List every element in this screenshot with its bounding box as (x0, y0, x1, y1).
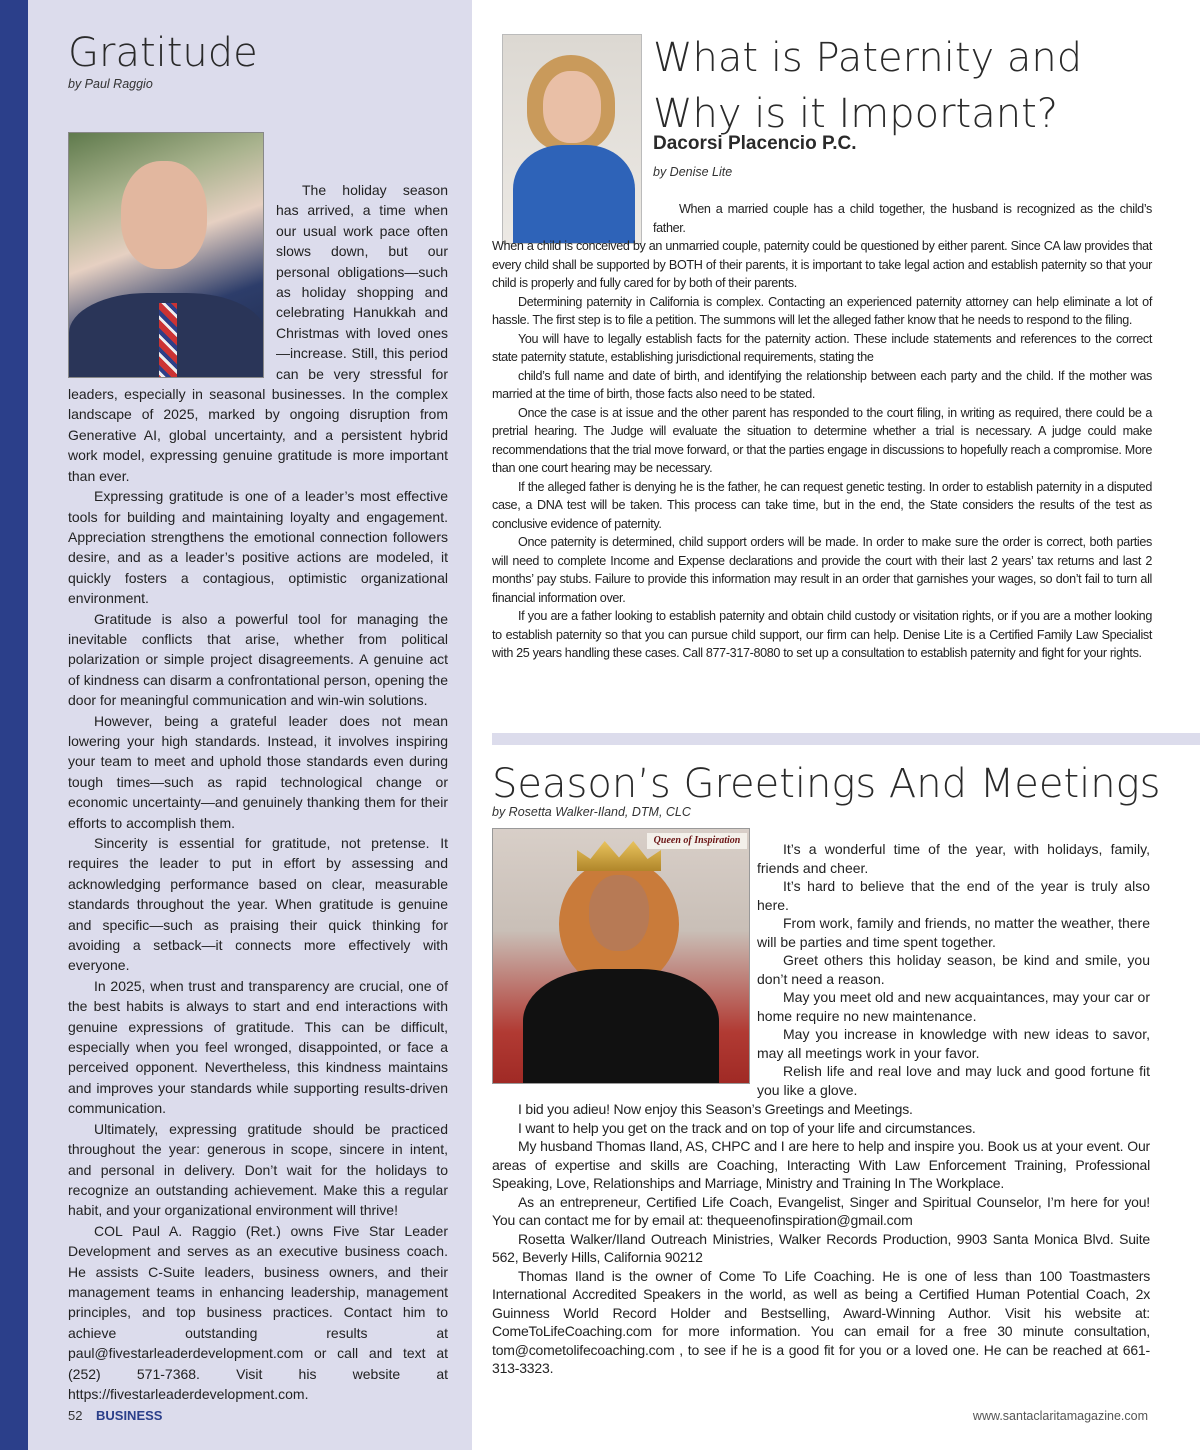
edge-bar (0, 0, 28, 1450)
body-paragraph: I bid you adieu! Now enjoy this Season’s Greetings and Meetings. (518, 1101, 913, 1117)
page-number: 52 (68, 1408, 83, 1423)
portrait-face (121, 161, 207, 269)
body-paragraph: If the alleged father is denying he is the father, he can request genetic testing. In order to establish paternity in a disputed case, a DNA test will be taken. This process can take time, but in the end, the State considers the results of the test as conclusive evidence of paternity. (492, 479, 1152, 531)
website-link[interactable]: www.santaclaritamagazine.com (972, 1409, 1148, 1423)
author-photo-image (492, 828, 750, 1084)
body-paragraph: It’s a wonderful time of the year, with holidays, family, friends and cheer. (757, 841, 1150, 876)
gratitude-byline: by Paul Raggio (68, 77, 153, 91)
section-label: BUSINESS (96, 1408, 163, 1423)
photo-dress (523, 969, 719, 1084)
body-paragraph: When a married couple has a child together, the husband is recognized as the child’s father. (653, 202, 1152, 235)
body-paragraph: However, being a grateful leader does not mean lowering your high standards. Instead, it involves inspiring your team to meet and uphold those standards even during tough times—such as rapid technological change or economic uncertainty—and genuinely thanking them for their efforts to accomplish them. (68, 712, 448, 831)
body-paragraph: child’s full name and date of birth, and identifying the relationship between each party and the child. If the mother was married at the time of birth, those facts also need to be stated. (492, 368, 1152, 401)
body-paragraph: It’s hard to believe that the end of the year is truly also here. (757, 878, 1150, 913)
paternity-title: What is Paternity and Why is it Important? (653, 35, 1083, 137)
body-paragraph: I want to help you get on the track and on top of your life and circumstances. (518, 1119, 976, 1136)
body-paragraph: Sincerity is essential for gratitude, not pretense. It requires the leader to put in effort by assessing and acknowledging performance based on clear, measurable standards throughout the year. When gratitude is genuine and specific—such as praising their quick thinking for avoiding a setback—it connects more effectively with everyone. (68, 835, 448, 974)
body-paragraph: Relish life and real love and may luck and good fortune fit you like a glove. (757, 1063, 1150, 1098)
season-byline: by Rosetta Walker-Iland, DTM, CLC (492, 805, 691, 819)
body-paragraph: You will have to legally establish facts for the paternity action. These include statements and references to the correct state paternity statute, establishing jurisdictional requirements, stating the (492, 331, 1152, 364)
body-paragraph: Gratitude is also a powerful tool for managing the inevitable conflicts that arise, whether from political polarization or simple project disagreements. A genuine act of kindness can disarm a confrontational person, opening the door for meaningful communication and win-win solutions. (68, 610, 448, 709)
photo-face (589, 875, 649, 951)
paternity-byline: by Denise Lite (653, 165, 733, 179)
body-paragraph: My husband Thomas Iland, AS, CHPC and I are here to help and inspire you. Book us at your event. Our areas of expertise and skills are Coaching, Interacting With Law Enforcement Training, Professional Speaking, Love, Relationships and Marriage, Ministry and Training In The Workplace. (492, 1138, 1150, 1191)
body-paragraph: As an entrepreneur, Certified Life Coach, Evangelist, Singer and Spiritual Counselor, I’m here for you! You can contact me for by email at: thequeenofinspiration@gmail.com (492, 1193, 1150, 1228)
body-paragraph: May you meet old and new acquaintances, may your car or home require no new maintenance. (757, 989, 1150, 1024)
body-paragraph: Determining paternity in California is complex. Contacting an experienced paternity attorney can help eliminate a lot of hassle. The first step is to file a petition. The summons will let the alleged father know that he needs to respond to the filing. (492, 294, 1152, 327)
body-paragraph: Ultimately, expressing gratitude should be practiced throughout the year: generous in scope, sincere in intent, and personal in delivery. Don’t wait for the holidays to recognize an outstanding achievement. Make this a regular habit, and your organizational environment will thrive! (68, 1120, 448, 1219)
photo-face (543, 71, 601, 143)
body-paragraph: Once paternity is determined, child support orders will be made. In order to make sure the order is correct, both parties will need to complete Income and Expense declarations and provide the court with their last 2 years’ tax returns and last 2 months’ pay stubs. Failure to provide this information may result in an order that garnishes your wages, so don’t fail to turn all financial information over. (492, 535, 1152, 605)
section-divider (492, 733, 1200, 745)
author-portrait-image (68, 132, 264, 378)
gratitude-title: Gratitude (68, 30, 258, 76)
body-paragraph: Expressing gratitude is one of a leader’s most effective tools for building and maintaining loyalty and engagement. Appreciation strengthens the emotional connection followers desire, and as a leader’s positive actions are modeled, it quickly fosters a contagious, optimistic organizational environment. (68, 488, 448, 607)
body-paragraph: From work, family and friends, no matter the weather, there will be parties and time spent together. (757, 915, 1150, 950)
photo-caption: Queen of Inspiration (647, 833, 747, 849)
season-title: Season’s Greetings And Meetings (492, 761, 1161, 807)
body-paragraph: The holiday season has arrived, a time when our usual work pace often slows down, but our personal obligations—such as holiday shopping and celebrating Hanukkah and Christmas with loved ones—increase. Still, this period can be very stressful for leaders, especially in seasonal businesses. In the complex landscape of 2025, marked by ongoing disruption from Generative AI, global uncertainty, and a persistent hybrid work model, expressing genuine gratitude is more important than ever. (68, 182, 448, 484)
body-paragraph: Greet others this holiday season, be kind and smile, you don’t need a reason. (757, 952, 1150, 987)
paternity-subtitle: Dacorsi Placencio P.C. (653, 133, 857, 154)
body-paragraph: If you are a father looking to establish paternity and obtain child custody or visitation rights, or if you are a mother looking to establish paternity so that you can pursue child support, our firm can help. Denise Lite is a Certified Family Law Specialist with 25 years handling these cases. Call 877-317-8080 to set up a consultation to establish paternity and fight for your rights. (492, 609, 1152, 660)
season-side-body (757, 840, 1150, 1099)
body-paragraph: Rosetta Walker/Iland Outreach Ministries, Walker Records Production, 9903 Santa Monica Blvd. Suite 562, Beverly Hills, California 90212 (492, 1230, 1150, 1265)
body-paragraph: COL Paul A. Raggio (Ret.) owns Five Star Leader Development and serves as an executive business coach. He assists C-Suite leaders, business owners, and their management teams in enhancing leadership, management principles, and top business practices. Contact him to achieve outstanding results at paul@fivestarleaderdevelopment.com or call and text at (252) 571-7368. Visit his website at https://fivestarleaderdevelopment.com. (68, 1222, 448, 1402)
gratitude-article (68, 30, 448, 1404)
body-paragraph: When a child is conceived by an unmarried couple, paternity could be questioned by either parent. Since CA law provides that every child shall be supported by BOTH of their parents, it is important to take legal action and establish paternity so that your child is properly and fully cared for by both of their parents. (492, 239, 1152, 290)
body-paragraph: Once the case is at issue and the other parent has responded to the court filing, in writing as required, there could be a pretrial hearing. The Judge will evaluate the situation to determine whether a trial is necessary. A judge could make recommendations that the trial move forward, or that the parties engage in discussions to hopefully reach a compromise. More than one court hearing may be necessary. (492, 405, 1152, 475)
body-paragraph: Thomas Iland is the owner of Come To Life Coaching. He is one of less than 100 Toastmasters International Accredited Speakers in the world, as well as being a Certified Human Potential Coach, 2x Guinness World Record Holder and Bestselling, Award-Winning Author. Visit his website at: ComeToLifeCoaching.com for more information. You can email for a free 30 minute consultation, tom@cometolifecoaching.com , to see if he is a good fit for you or a loved one. He can be reached at 661-313-3323. (492, 1267, 1150, 1376)
body-paragraph: In 2025, when trust and transparency are crucial, one of the best habits is always to start and end interactions with genuine expressions of gratitude. This can be difficult, especially when you feel wronged, disappointed, or face a perceived opponent. Nevertheless, this kindness maintains and improves your standards while supporting results-driven communication. (68, 977, 448, 1117)
portrait-tie (159, 303, 177, 378)
paternity-body (492, 200, 1152, 663)
season-full-body (492, 1100, 1150, 1378)
body-paragraph: May you increase in knowledge with new ideas to savor, may all meetings work in your favor. (757, 1026, 1150, 1061)
